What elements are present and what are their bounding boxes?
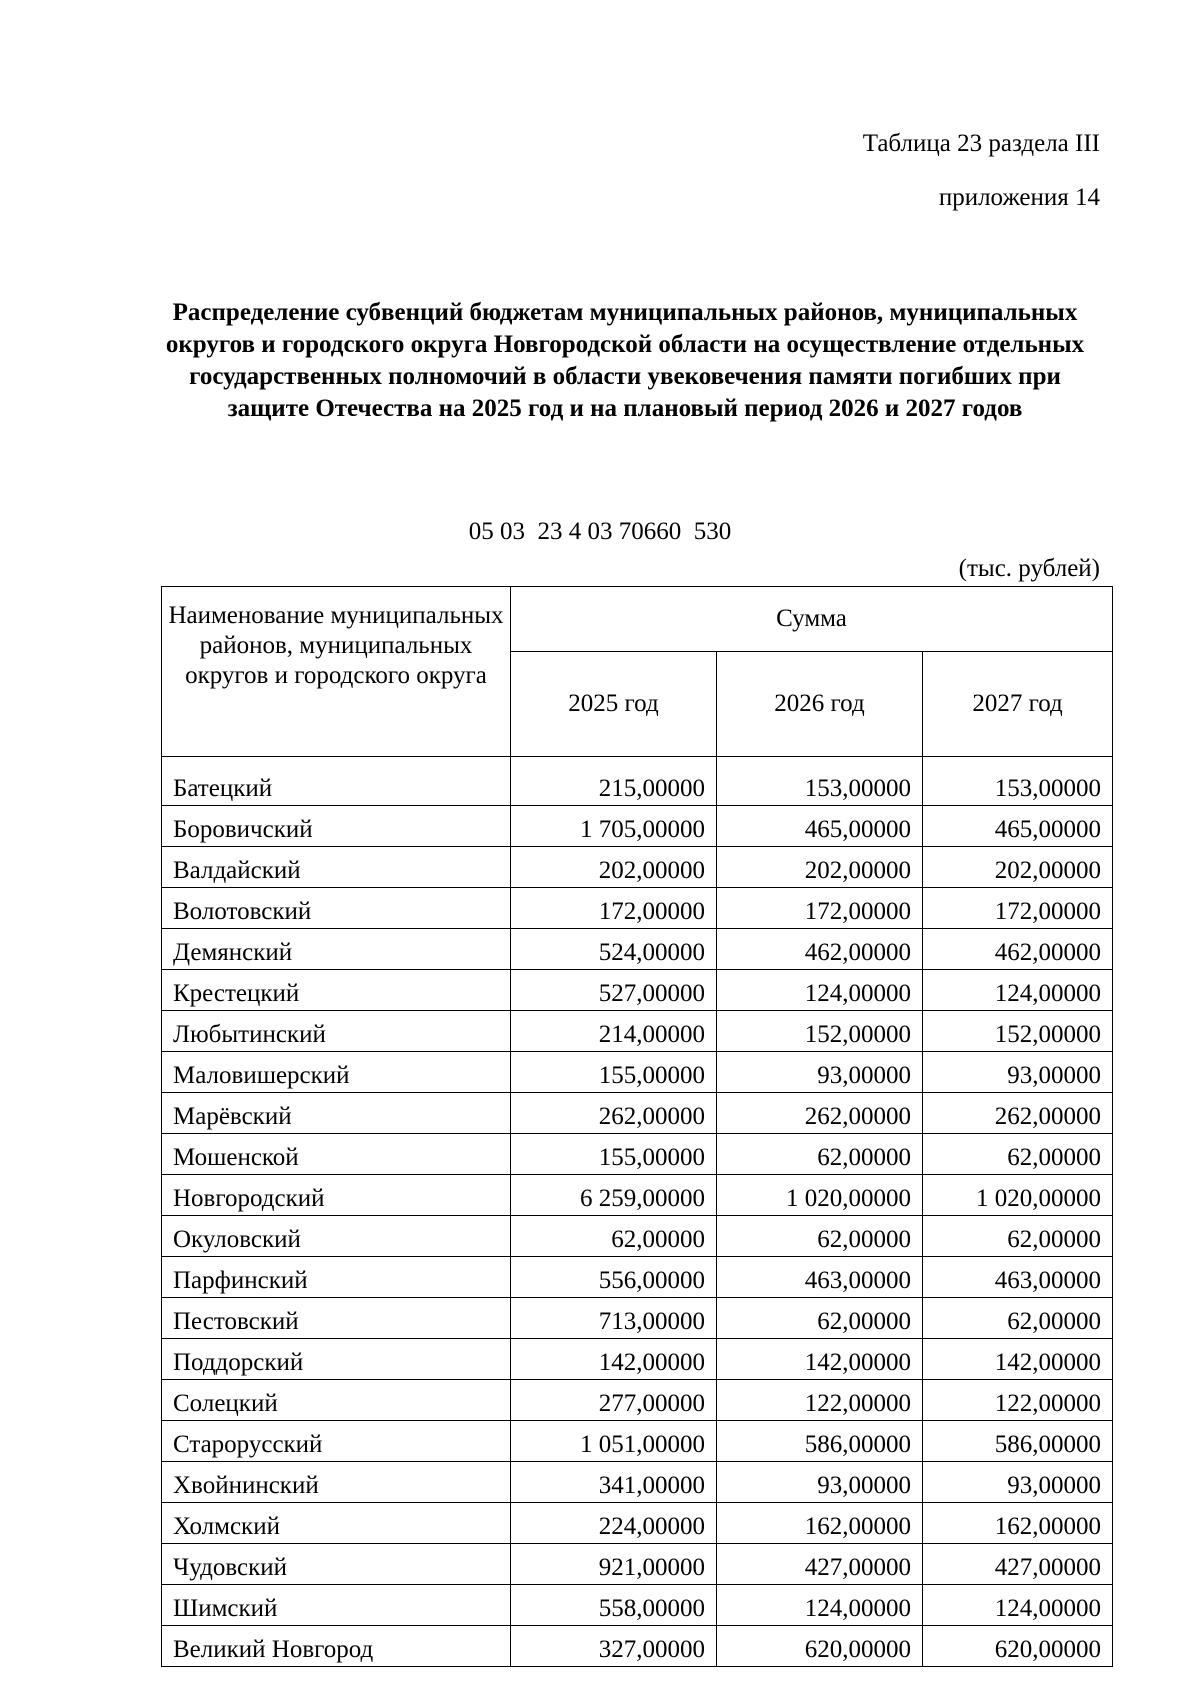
cell-amount-2025: 556,00000: [511, 1257, 717, 1298]
table-row: [162, 1093, 1113, 1134]
cell-district-name: Чудовский: [162, 1544, 511, 1585]
cell-amount-2025: 262,00000: [511, 1093, 717, 1134]
cell-amount-2026: 122,00000: [717, 1380, 923, 1421]
cell-amount-2027: 153,00000: [923, 757, 1113, 806]
column-header-2025: 2025 год: [511, 652, 717, 757]
cell-amount-2025: 277,00000: [511, 1380, 717, 1421]
cell-district-name: Новгородский: [162, 1175, 511, 1216]
table-row: [162, 757, 1113, 806]
cell-amount-2027: 465,00000: [923, 806, 1113, 847]
subsidy-distribution-table: [161, 586, 1113, 1667]
cell-district-name: Хвойнинский: [162, 1462, 511, 1503]
cell-amount-2027: 62,00000: [923, 1298, 1113, 1339]
cell-amount-2025: 1 051,00000: [511, 1421, 717, 1462]
cell-amount-2025: 142,00000: [511, 1339, 717, 1380]
table-row: [162, 1380, 1113, 1421]
cell-amount-2025: 1 705,00000: [511, 806, 717, 847]
cell-amount-2026: 62,00000: [717, 1216, 923, 1257]
cell-amount-2026: 124,00000: [717, 1585, 923, 1626]
cell-district-name: Боровичский: [162, 806, 511, 847]
cell-amount-2027: 62,00000: [923, 1216, 1113, 1257]
table-row: [162, 1011, 1113, 1052]
table-row: [162, 847, 1113, 888]
cell-amount-2026: 465,00000: [717, 806, 923, 847]
cell-amount-2026: 1 020,00000: [717, 1175, 923, 1216]
cell-amount-2025: 327,00000: [511, 1626, 717, 1667]
cell-amount-2025: 215,00000: [511, 757, 717, 806]
cell-district-name: Холмский: [162, 1503, 511, 1544]
table-row: [162, 970, 1113, 1011]
cell-amount-2026: 62,00000: [717, 1134, 923, 1175]
table-row: [162, 1503, 1113, 1544]
cell-amount-2025: 172,00000: [511, 888, 717, 929]
cell-amount-2026: 202,00000: [717, 847, 923, 888]
cell-amount-2027: 462,00000: [923, 929, 1113, 970]
cell-amount-2027: 93,00000: [923, 1052, 1113, 1093]
cell-district-name: Маловишерский: [162, 1052, 511, 1093]
cell-amount-2025: 202,00000: [511, 847, 717, 888]
document-title: Распределение субвенций бюджетам муниципальных районов, муниципальных округов и городского округа Новгородской области на осуществление отдельных государственных полномочий в области увековечения памяти погибших при защите Отечества на 2025 год и на плановый период 2026 и 2027 годов: [165, 299, 1085, 422]
cell-amount-2025: 524,00000: [511, 929, 717, 970]
cell-amount-2027: 124,00000: [923, 1585, 1113, 1626]
cell-amount-2026: 462,00000: [717, 929, 923, 970]
table-row: [162, 1134, 1113, 1175]
cell-district-name: Крестецкий: [162, 970, 511, 1011]
cell-amount-2027: 586,00000: [923, 1421, 1113, 1462]
table-row: [162, 1421, 1113, 1462]
cell-amount-2026: 427,00000: [717, 1544, 923, 1585]
cell-amount-2026: 162,00000: [717, 1503, 923, 1544]
cell-district-name: Окуловский: [162, 1216, 511, 1257]
cell-amount-2025: 214,00000: [511, 1011, 717, 1052]
table-row: [162, 1175, 1113, 1216]
table-row: [162, 1544, 1113, 1585]
cell-amount-2025: 341,00000: [511, 1462, 717, 1503]
cell-amount-2027: 1 020,00000: [923, 1175, 1113, 1216]
cell-amount-2027: 142,00000: [923, 1339, 1113, 1380]
cell-amount-2026: 586,00000: [717, 1421, 923, 1462]
cell-amount-2026: 62,00000: [717, 1298, 923, 1339]
cell-district-name: Великий Новгород: [162, 1626, 511, 1667]
cell-amount-2027: 62,00000: [923, 1134, 1113, 1175]
cell-district-name: Поддорский: [162, 1339, 511, 1380]
cell-amount-2026: 152,00000: [717, 1011, 923, 1052]
cell-amount-2027: 93,00000: [923, 1462, 1113, 1503]
table-row: [162, 1462, 1113, 1503]
cell-amount-2026: 153,00000: [717, 757, 923, 806]
cell-amount-2027: 262,00000: [923, 1093, 1113, 1134]
column-header-2026: 2026 год: [717, 652, 923, 757]
table-row: [162, 1298, 1113, 1339]
cell-amount-2027: 202,00000: [923, 847, 1113, 888]
units-label: (тыс. рублей): [958, 555, 1100, 582]
cell-district-name: Парфинский: [162, 1257, 511, 1298]
cell-amount-2027: 152,00000: [923, 1011, 1113, 1052]
cell-amount-2025: 921,00000: [511, 1544, 717, 1585]
cell-amount-2026: 620,00000: [717, 1626, 923, 1667]
cell-amount-2025: 558,00000: [511, 1585, 717, 1626]
table-row: [162, 929, 1113, 970]
column-header-sum: Сумма: [511, 587, 1113, 652]
table-row: [162, 1626, 1113, 1667]
table-row: [162, 1216, 1113, 1257]
cell-amount-2025: 224,00000: [511, 1503, 717, 1544]
cell-amount-2027: 620,00000: [923, 1626, 1113, 1667]
cell-amount-2026: 124,00000: [717, 970, 923, 1011]
column-header-2027: 2027 год: [923, 652, 1113, 757]
cell-amount-2027: 124,00000: [923, 970, 1113, 1011]
cell-district-name: Батецкий: [162, 757, 511, 806]
appendix-number-header: приложения 14: [938, 184, 1100, 211]
table-number-header: Таблица 23 раздела III: [862, 130, 1100, 157]
cell-amount-2027: 172,00000: [923, 888, 1113, 929]
table-row: [162, 888, 1113, 929]
budget-classification-code: 05 03 23 4 03 70660 530: [468, 518, 732, 545]
cell-amount-2026: 262,00000: [717, 1093, 923, 1134]
table-row: [162, 806, 1113, 847]
cell-district-name: Шимский: [162, 1585, 511, 1626]
cell-amount-2025: 155,00000: [511, 1052, 717, 1093]
cell-district-name: Солецкий: [162, 1380, 511, 1421]
cell-amount-2026: 93,00000: [717, 1052, 923, 1093]
cell-amount-2025: 713,00000: [511, 1298, 717, 1339]
table-row: [162, 1339, 1113, 1380]
cell-amount-2025: 527,00000: [511, 970, 717, 1011]
cell-district-name: Любытинский: [162, 1011, 511, 1052]
cell-amount-2027: 162,00000: [923, 1503, 1113, 1544]
cell-amount-2027: 463,00000: [923, 1257, 1113, 1298]
cell-amount-2025: 155,00000: [511, 1134, 717, 1175]
cell-amount-2026: 172,00000: [717, 888, 923, 929]
cell-amount-2025: 6 259,00000: [511, 1175, 717, 1216]
table-row: [162, 1585, 1113, 1626]
cell-amount-2026: 463,00000: [717, 1257, 923, 1298]
cell-district-name: Демянский: [162, 929, 511, 970]
column-header-name: Наименование муниципальных районов, муниципальных округов и городского округа: [162, 587, 511, 757]
table-row: [162, 1052, 1113, 1093]
cell-district-name: Волотовский: [162, 888, 511, 929]
cell-amount-2027: 427,00000: [923, 1544, 1113, 1585]
cell-amount-2025: 62,00000: [511, 1216, 717, 1257]
cell-district-name: Мошенской: [162, 1134, 511, 1175]
cell-amount-2027: 122,00000: [923, 1380, 1113, 1421]
cell-amount-2026: 142,00000: [717, 1339, 923, 1380]
cell-district-name: Марёвский: [162, 1093, 511, 1134]
cell-district-name: Пестовский: [162, 1298, 511, 1339]
cell-district-name: Старорусский: [162, 1421, 511, 1462]
cell-amount-2026: 93,00000: [717, 1462, 923, 1503]
cell-district-name: Валдайский: [162, 847, 511, 888]
table-row: [162, 1257, 1113, 1298]
